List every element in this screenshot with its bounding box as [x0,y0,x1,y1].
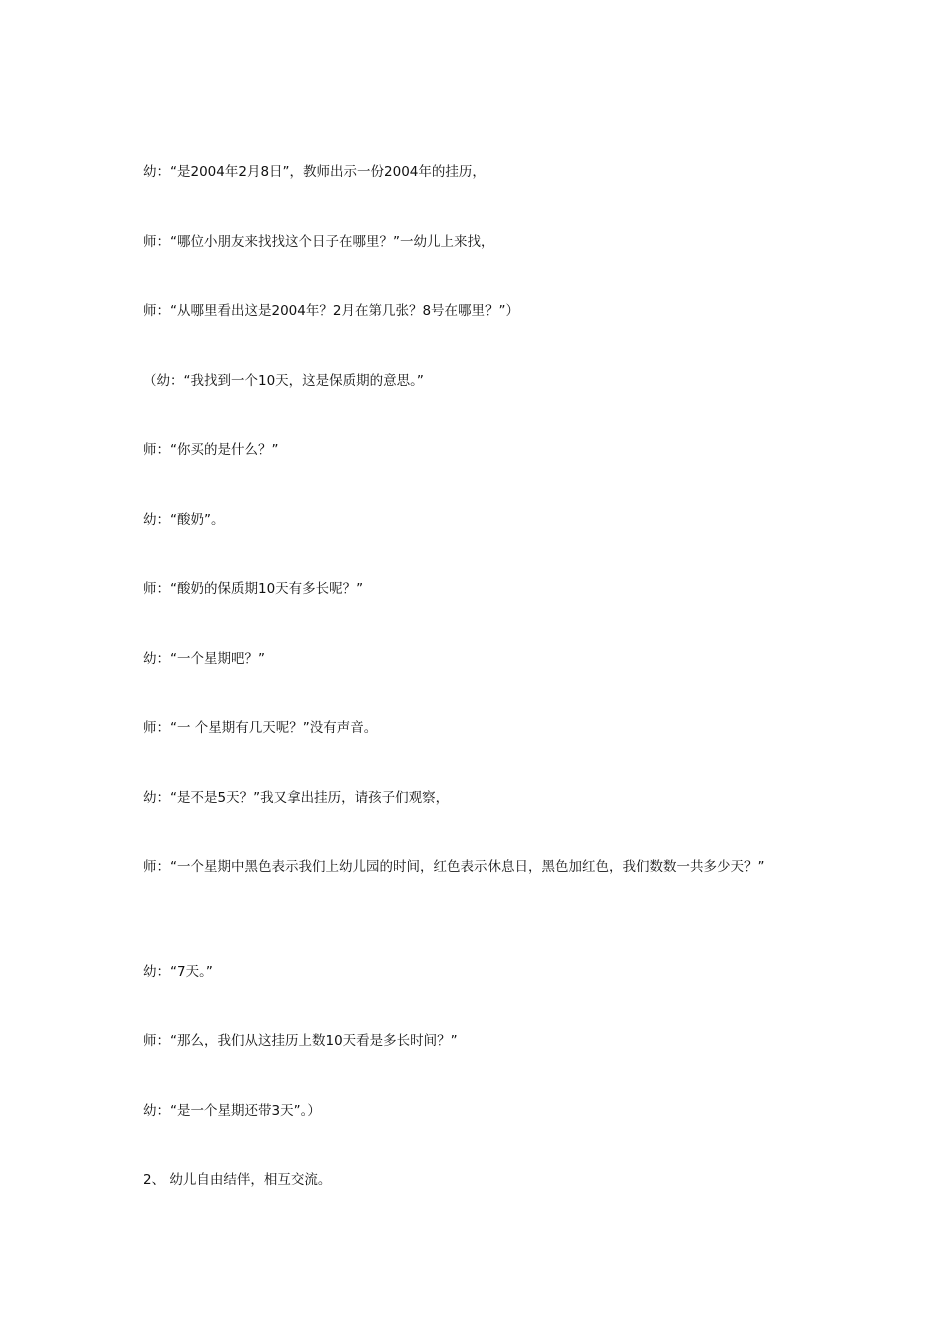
paragraph: 幼：“是一个星期还带3天”。） [143,1103,321,1119]
paragraph: 幼：“7天。” [143,964,213,980]
paragraph: 师：“你买的是什么？” [143,442,279,458]
paragraph: 师：“从哪里看出这是2004年？2月在第几张？8号在哪里？”） [143,303,520,319]
paragraph: 幼：“酸奶”。 [143,512,225,528]
paragraph: 幼：“是不是5天？”我又拿出挂历，请孩子们观察， [143,790,450,806]
paragraph: 师：“酸奶的保质期10天有多长呢？” [143,581,364,597]
paragraph: （幼：“我找到一个10天，这是保质期的意思。” [143,373,424,389]
paragraph: 2、 幼儿自由结伴，相互交流。 [143,1172,332,1188]
paragraph: 幼：“是2004年2月8日”，教师出示一份2004年的挂历， [143,164,486,180]
paragraph: 幼：“一个星期吧？” [143,651,265,667]
paragraph: 师：“哪位小朋友来找找这个日子在哪里？”一幼儿上来找， [143,234,495,250]
paragraph: 师：“那么，我们从这挂历上数10天看是多长时间？” [143,1033,458,1049]
paragraph: 师：“一 个星期有几天呢？”没有声音。 [143,720,378,736]
paragraph: 师：“一个星期中黑色表示我们上幼儿园的时间，红色表示休息日，黑色加红色，我们数数一共多少天？” [143,859,765,875]
